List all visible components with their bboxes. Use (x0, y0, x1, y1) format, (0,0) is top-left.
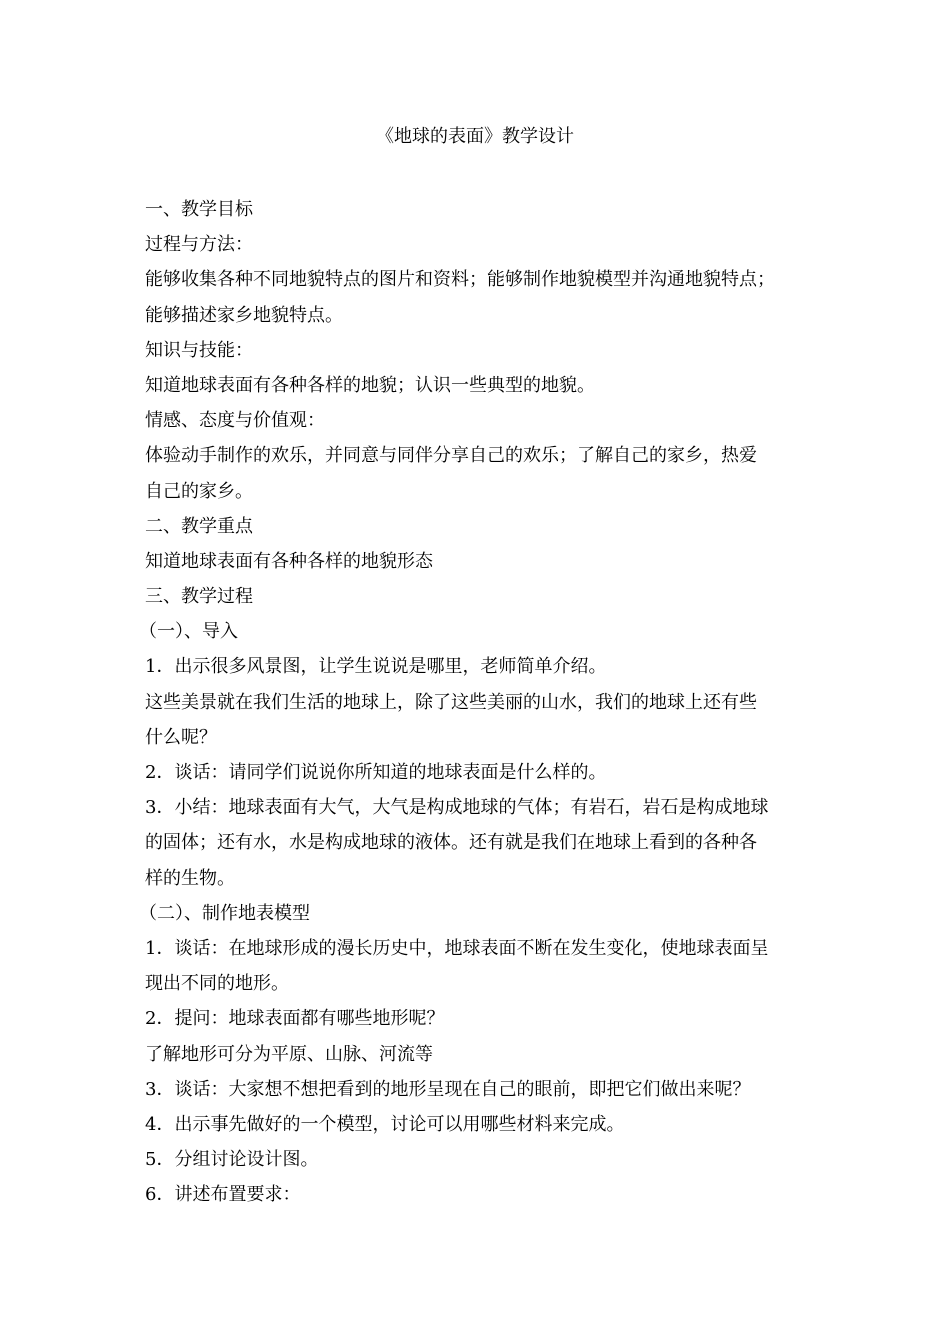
list-item: 1．出示很多风景图，让学生说说是哪里，老师简单介绍。 (145, 656, 607, 678)
paragraph-line: 现出不同的地形。 (145, 973, 289, 995)
paragraph-line: 知道地球表面有各种各样的地貌形态 (145, 550, 433, 572)
heading-teaching-process: 三、教学过程 (145, 586, 253, 608)
list-item: 3．小结：地球表面有大气，大气是构成地球的气体；有岩石，岩石是构成地球 (145, 797, 769, 819)
paragraph-line: 样的生物。 (145, 867, 235, 889)
paragraph-line: 自己的家乡。 (145, 480, 253, 502)
subheading-process-methods: 过程与方法： (145, 234, 253, 256)
paragraph-line: 知道地球表面有各种各样的地貌；认识一些典型的地貌。 (145, 374, 595, 396)
subheading-knowledge-skills: 知识与技能： (145, 339, 253, 361)
heading-teaching-focus: 二、教学重点 (145, 515, 253, 537)
paragraph-line: 能够描述家乡地貌特点。 (145, 304, 343, 326)
document-body (139, 192, 825, 1212)
heading-teaching-goals: 一、教学目标 (145, 199, 253, 220)
list-item: 2．提问：地球表面都有哪些地形呢？ (145, 1008, 445, 1030)
list-item: 4．出示事先做好的一个模型，讨论可以用哪些材料来完成。 (145, 1113, 625, 1135)
list-item: 2．谈话：请同学们说说你所知道的地球表面是什么样的。 (145, 762, 607, 783)
paragraph-line: 体验动手制作的欢乐，并同意与同伴分享自己的欢乐；了解自己的家乡，热爱 (145, 445, 757, 467)
list-item: 1．谈话：在地球形成的漫长历史中，地球表面不断在发生变化，使地球表面呈 (145, 937, 769, 959)
paragraph-line: 这些美景就在我们生活的地球上，除了这些美丽的山水，我们的地球上还有些 (145, 691, 757, 713)
section-introduction: （一）、导入 (139, 621, 238, 643)
section-make-model: （二）、制作地表模型 (139, 902, 310, 924)
list-item: 5．分组讨论设计图。 (145, 1149, 319, 1171)
paragraph-line: 了解地形可分为平原、山脉、河流等 (145, 1043, 433, 1065)
paragraph-line: 什么呢？ (145, 726, 217, 748)
list-item: 6．讲述布置要求： (145, 1184, 301, 1206)
subheading-attitude-values: 情感、态度与价值观： (145, 410, 325, 432)
paragraph-line: 能够收集各种不同地貌特点的图片和资料；能够制作地貌模型并沟通地貌特点； (145, 269, 775, 291)
paragraph-line: 的固体；还有水，水是构成地球的液体。还有就是我们在地球上看到的各种各 (145, 832, 757, 854)
document-title: 《地球的表面》教学设计 (376, 126, 574, 147)
list-item: 3．谈话：大家想不想把看到的地形呈现在自己的眼前，即把它们做出来呢？ (145, 1078, 751, 1100)
